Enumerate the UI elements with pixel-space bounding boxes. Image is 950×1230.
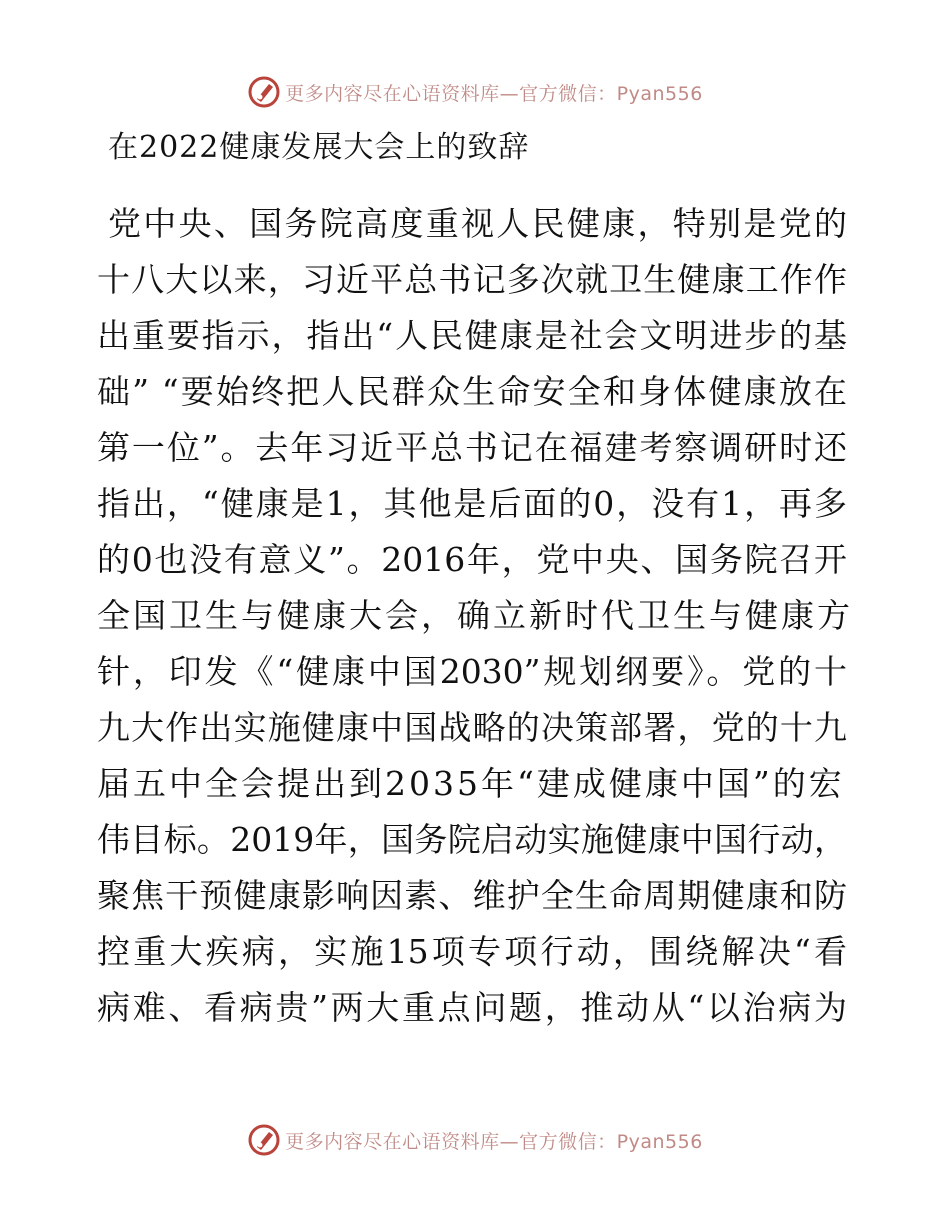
body-line: 全国卫生与健康大会，确立新时代卫生与健康方 (97, 596, 853, 635)
body-line: 第一位”。去年习近平总书记在福建考察调研时还 (97, 428, 847, 467)
body-line: 的0也没有意义”。2016年，党中央、国务院召开 (97, 540, 847, 579)
body-line: 控重大疾病，实施15项专项行动，围绕解决“看 (97, 932, 847, 971)
body-line: 九大作出实施健康中国战略的决策部署，党的十九 (97, 708, 847, 747)
body-line: 针，印发《“健康中国2030”规划纲要》。党的十 (97, 652, 847, 691)
body-line: 十八大以来，习近平总书记多次就卫生健康工作作 (97, 260, 847, 299)
body-line: 届五中全会提出到2035年“建成健康中国”的宏 (97, 764, 845, 803)
document-title: 在2022健康发展大会上的致辞 (108, 130, 530, 165)
body-line: 础” “要始终把人民群众生命安全和身体健康放在 (97, 372, 847, 411)
body-line: 出重要指示，指出“人民健康是社会文明进步的基 (97, 316, 847, 355)
pen-logo-icon (247, 1123, 281, 1157)
body-line: 聚焦干预健康影响因素、维护全生命周期健康和防 (97, 876, 847, 915)
body-line: 病难、看病贵”两大重点问题，推动从“以治病为 (97, 988, 847, 1027)
body-line: 指出，“健康是1，其他是后面的0，没有1，再多 (97, 484, 847, 523)
watermark-text: 更多内容尽在心语资料库—官方微信：Pyan556 (285, 1130, 703, 1153)
body-line: 党中央、国务院高度重视人民健康，特别是党的 (108, 204, 847, 243)
pen-logo-icon (247, 75, 281, 109)
footer-watermark (0, 1118, 950, 1162)
body-line: 伟目标。2019年，国务院启动实施健康中国行动， (97, 820, 847, 859)
watermark-text: 更多内容尽在心语资料库—官方微信：Pyan556 (285, 82, 703, 105)
header-watermark (0, 70, 950, 114)
